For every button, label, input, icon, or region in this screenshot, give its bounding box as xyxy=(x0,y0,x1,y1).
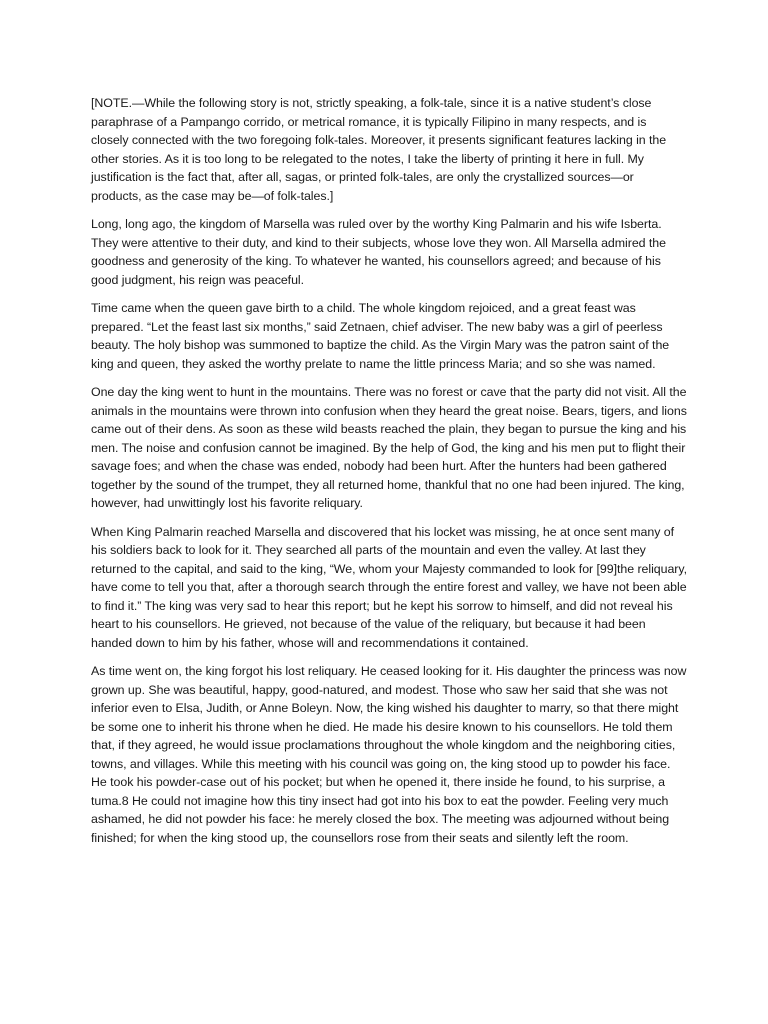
note-paragraph: [NOTE.—While the following story is not, strictly speaking, a folk-tale, since it is a native student’s close paraphrase of a Pampango corrido, or metrical romance, it is typically Filipino in many respects, and is closely connected with the two foregoing folk-tales. Moreover, it presents significant features lacking in the other stories. As it is too long to be relegated to the notes, I take the liberty of printing it here in full. My justification is the fact that, after all, sagas, or printed folk-tales, are only the crystallized sources—or products, as the case may be—of folk-tales.] xyxy=(91,96,667,203)
document-page xyxy=(91,94,687,857)
body-paragraph-5: As time went on, the king forgot his lost reliquary. He ceased looking for it. His daughter the princess was now grown up. She was beautiful, happy, good-natured, and modest. Those who saw her said that she was not inferior even to Elsa, Judith, or Anne Boleyn. Now, the king wished his daughter to marry, so that there might be some one to inherit his throne when he died. He made his desire known to his counsellors. He told them that, if they agreed, he would issue proclamations throughout the whole kingdom and the neighboring cities, towns, and villages. While this meeting with his council was going on, the king stood up to powder his face. He took his powder-case out of his pocket; but when he opened it, there inside he found, to his surprise, a tuma.8 He could not imagine how this tiny insect had got into his box to eat the powder. Feeling very much ashamed, he did not powder his face: he merely closed the box. The meeting was adjourned without being finished; for when the king stood up, the counsellors rose from their seats and silently left the room. xyxy=(91,664,687,845)
body-paragraph-4: When King Palmarin reached Marsella and discovered that his locket was missing, he at once sent many of his soldiers back to look for it. They searched all parts of the mountain and even the valley. At last they returned to the capital, and said to the king, “We, whom your Majesty commanded to look for [99]the reliquary, have come to tell you that, after a thorough search through the entire forest and valley, we have not been able to find it.” The king was very sad to hear this report; but he kept his sorrow to himself, and did not reveal his heart to his counsellors. He grieved, not because of the value of the reliquary, but because it had been handed down to him by his father, whose will and recommendations it contained. xyxy=(91,524,687,650)
body-paragraph-1: Long, long ago, the kingdom of Marsella was ruled over by the worthy King Palmarin and his wife Isberta. They were attentive to their duty, and kind to their subjects, whose love they won. All Marsella admired the goodness and generosity of the king. To whatever he wanted, his counsellors agreed; and because of his good judgment, his reign was peaceful. xyxy=(91,217,666,287)
body-paragraph-3: One day the king went to hunt in the mountains. There was no forest or cave that the party did not visit. All the animals in the mountains were thrown into confusion when they heard the great noise. Bears, tigers, and lions came out of their dens. As soon as these wild beasts reached the plain, they began to pursue the king and his men. The noise and confusion cannot be imagined. By the help of God, the king and his men put to flight their savage foes; and when the chase was ended, nobody had been hurt. After the hunters had been gathered together by the sound of the trumpet, they all returned home, thankful that no one had been injured. The king, however, had unwittingly lost his favorite reliquary. xyxy=(91,385,687,510)
body-paragraph-2: Time came when the queen gave birth to a child. The whole kingdom rejoiced, and a great feast was prepared. “Let the feast last six months,” said Zetnaen, chief adviser. The new baby was a girl of peerless beauty. The holy bishop was summoned to baptize the child. As the Virgin Mary was the patron saint of the king and queen, they asked the worthy prelate to name the little princess Maria; and so she was named. xyxy=(91,301,670,371)
